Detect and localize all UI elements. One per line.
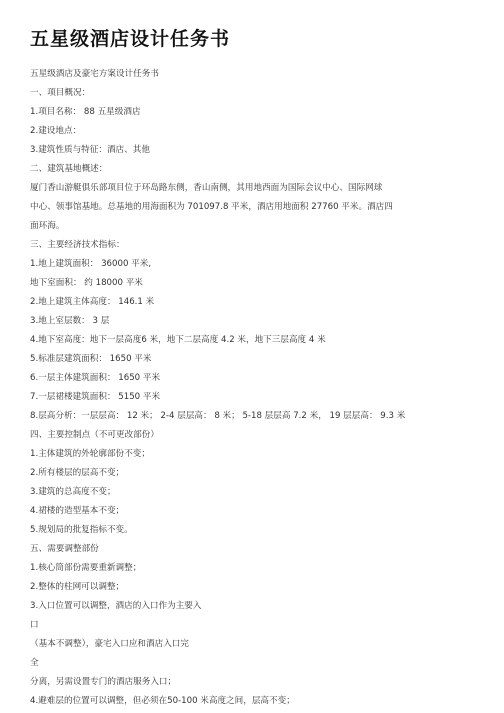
text-line: 3.入口位置可以调整，酒店的入口作为主要入 [30,601,202,611]
text-line: 1.项目名称： 88 五星级酒店 [30,107,141,117]
text-line: 2.所有楼层的层高不变； [30,468,125,478]
text-line: 3.建筑的总高度不变； [30,487,116,497]
text-line: 口 [30,620,39,630]
text-line: 1.核心筒部份需要重新调整； [30,563,142,573]
text-line: 2.地上建筑主体高度： 146.1 米 [30,297,155,307]
text-line: 4.避难层的位置可以调整，但必须在50-100 米高度之间，层高不变； [30,696,295,706]
section-heading: 四、主要控制点（不可更改部份） [30,430,159,440]
text-line: 面环海。 [30,221,65,231]
text-line: 6.一层主体建筑面积： 1650 平米 [30,373,161,383]
text-line: 2.建设地点： [30,126,82,136]
text-line: 4.地下室高度：地下一层高度6 米，地下二层高度 4.2 米，地下三层高度 4 米 [30,335,326,345]
text-line: 全 [30,658,39,668]
text-line: 5.标准层建筑面积： 1650 平米 [30,354,152,364]
subtitle-line: 五星级酒店及豪宅方案设计任务书 [30,69,159,79]
text-line: 2.整体的柱网可以调整； [30,582,125,592]
section-heading: 二、建筑基地概述： [30,164,108,174]
text-line: 中心、领事馆基地。总基地的用海面积为 701097.8 平米，酒店用地面积 27760 平米。酒店四 [30,202,393,212]
document-body [30,65,480,711]
text-line: 厦门香山游艇俱乐部项目位于环岛路东侧，香山南侧，其用地西面为国际会议中心、国际网球 [30,183,383,193]
text-line: 1.主体建筑的外轮廓部份不变； [30,449,150,459]
section-heading: 五、需要调整部份 [30,544,99,554]
text-line: 4.裙楼的造型基本不变； [30,506,125,516]
text-line: 3.地上室层数： 3 层 [30,316,110,326]
text-line: 3.建筑性质与特征：酒店、其他 [30,145,150,155]
section-heading: 三、主要经济技术指标： [30,240,125,250]
section-heading: 一、项目概况： [30,88,91,98]
text-line: 地下室面积： 约 18000 平米 [30,278,143,288]
text-line: 5.规划局的批复指标不变。 [30,525,133,535]
text-line: 分离，另需设置专门的酒店服务入口； [30,677,177,687]
page-title: 五星级酒店设计任务书 [30,28,231,50]
text-line: 8.层高分析：一层层高： 12 米； 2-4 层层高： 8 米； 5-18 层层高 7.2 米， 19 层层高： 9.3 米 [30,411,406,421]
text-line: 1.地上建筑面积： 36000 平米, [30,259,152,269]
text-line: 7.一层裙楼建筑面积： 5150 平米 [30,392,161,402]
text-line: （基本不调整），豪宅入口应和酒店入口完 [30,639,189,649]
